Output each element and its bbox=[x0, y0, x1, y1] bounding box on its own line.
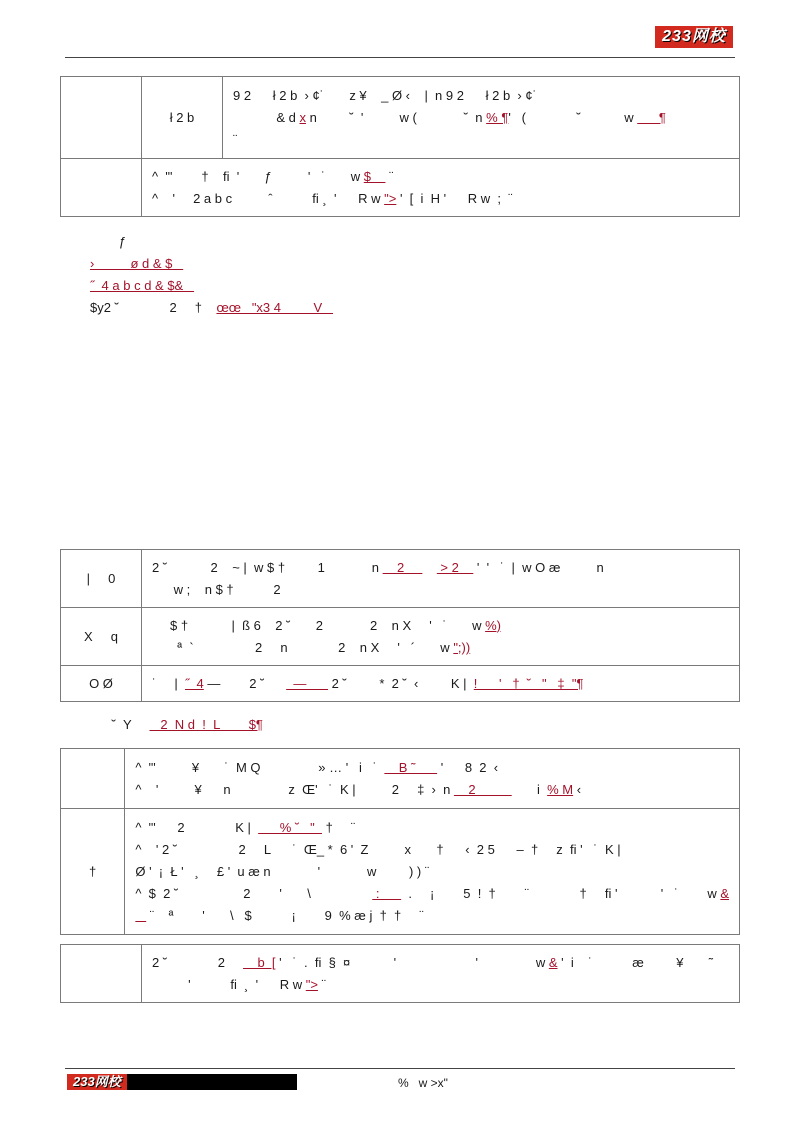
content-table-3 bbox=[60, 748, 740, 935]
text-segment: ^ ' 2 a b c ˆ fi ¸ ' R w bbox=[152, 190, 385, 206]
row-label-cell bbox=[61, 666, 142, 702]
text-line bbox=[152, 579, 729, 601]
row-label-cell bbox=[61, 550, 142, 608]
text-segment: ^ $ 2 ˘ 2 ' \ bbox=[135, 885, 373, 901]
highlighted-segment: œœ "x3 4 V bbox=[216, 300, 334, 315]
highlighted-segment: ˝ 4 a b c d & $& bbox=[90, 278, 195, 293]
text-segment: ƒ bbox=[90, 234, 127, 249]
text-line bbox=[152, 952, 729, 974]
text-line bbox=[135, 861, 729, 883]
text-line bbox=[90, 253, 333, 275]
highlighted-segment: ! ' † ˘ " ‡ "¶ bbox=[473, 675, 584, 691]
footer-text: % w >x" bbox=[398, 1076, 448, 1090]
highlighted-segment: — bbox=[286, 675, 329, 691]
highlighted-segment: B ˜ bbox=[384, 759, 438, 775]
brand-logo bbox=[655, 26, 733, 48]
highlighted-segment: % M bbox=[547, 781, 574, 797]
row-label-cell bbox=[61, 159, 142, 217]
text-line bbox=[233, 107, 729, 129]
text-line bbox=[152, 188, 729, 210]
highlighted-segment: ¶ bbox=[637, 109, 666, 125]
text-segment: ^ ' 2 ˘ 2 L ˙ Œ_ * 6 ' Z x † ‹ 2 5 – † z fi ' ˙ K | bbox=[135, 841, 621, 857]
text-line bbox=[152, 615, 729, 637]
row-content bbox=[142, 164, 739, 212]
text-line bbox=[135, 817, 729, 839]
row-label-cell bbox=[61, 608, 142, 666]
text-segment: ' i ˙ æ ¥ ˜ bbox=[557, 954, 714, 970]
footer-logo-bar bbox=[67, 1074, 297, 1090]
text-segment: ¨ ª ' \ $ ¡ 9 % æ j † † ¨ bbox=[146, 907, 424, 923]
highlighted-segment: b [ bbox=[243, 954, 276, 970]
row-content-cell bbox=[142, 608, 740, 666]
text-segment: ˙ | bbox=[152, 675, 185, 691]
highlighted-segment: : bbox=[372, 885, 402, 901]
highlighted-segment: x bbox=[299, 109, 306, 125]
highlighted-segment: & bbox=[720, 885, 729, 901]
row-label: X q bbox=[84, 629, 118, 644]
row-label-cell bbox=[61, 945, 142, 1003]
text-segment: ‹ bbox=[573, 781, 582, 797]
highlighted-segment bbox=[135, 908, 146, 923]
footer-divider bbox=[65, 1068, 735, 1069]
row-label-cell bbox=[61, 749, 125, 809]
text-line bbox=[152, 557, 729, 579]
text-segment: w ; n $ † 2 bbox=[152, 581, 281, 597]
row-content-cell bbox=[125, 809, 740, 935]
row-content bbox=[142, 950, 739, 998]
row-label: O Ø bbox=[89, 676, 113, 691]
notes-paragraph-1 bbox=[90, 231, 333, 319]
row-content bbox=[125, 815, 739, 929]
text-line bbox=[135, 779, 729, 801]
text-line bbox=[152, 637, 729, 659]
text-line bbox=[135, 757, 729, 779]
highlighted-segment: % ¶ bbox=[486, 109, 509, 125]
text-segment: ¨ bbox=[317, 976, 326, 992]
row-label-cell bbox=[61, 809, 125, 935]
highlighted-segment: "> bbox=[305, 976, 318, 992]
text-line bbox=[90, 714, 263, 736]
text-segment: $ † | ß 6 2 ˘ 2 2 n X ' ˙ w bbox=[152, 617, 486, 633]
highlighted-segment: & bbox=[548, 954, 558, 970]
text-segment: ^ "' † fi ' ƒ ' ˙ w bbox=[152, 168, 364, 184]
text-line bbox=[90, 297, 333, 319]
text-segment: Ø ' ¡ Ł ' ¸ £ ' u æ n ' w ) ) ¨ bbox=[135, 863, 430, 879]
content-table-4 bbox=[60, 944, 740, 1003]
row-label: | 0 bbox=[86, 571, 116, 586]
notes-paragraph-2 bbox=[90, 714, 263, 736]
text-segment: ª ` 2 n 2 n X ' ´ w bbox=[152, 639, 454, 655]
highlighted-segment: 2 N d ! L $¶ bbox=[149, 717, 263, 732]
text-line bbox=[152, 166, 729, 188]
row-content bbox=[142, 555, 739, 603]
row-label: † bbox=[89, 864, 97, 879]
text-line bbox=[135, 839, 729, 861]
text-segment: † ¨ bbox=[321, 819, 356, 835]
highlighted-segment: 2 bbox=[382, 559, 423, 575]
row-content bbox=[142, 671, 739, 697]
highlighted-segment: ";)) bbox=[453, 639, 471, 655]
header-divider bbox=[65, 57, 735, 58]
footer-logo-text: 233网校 bbox=[67, 1074, 127, 1090]
highlighted-segment: 2 bbox=[453, 781, 512, 797]
text-segment: 9 2 ł 2 b › ¢˙ z ¥ _ Ø ‹ | n 9 2 ł 2 b › ¢˙ bbox=[233, 87, 537, 103]
row-content-cell bbox=[125, 749, 740, 809]
highlighted-segment: › ø d & $ bbox=[90, 256, 184, 271]
text-segment: ^ ' ¥ n z Œ' ˙ K | 2 ‡ › n bbox=[135, 781, 454, 797]
text-line bbox=[135, 905, 729, 927]
text-segment: ' [ i H ' R w ; ¨ bbox=[396, 190, 513, 206]
row-content-cell bbox=[142, 666, 740, 702]
row-sublabel: ł 2 b bbox=[169, 110, 195, 125]
text-segment: 2 ˘ * 2 ˘ ‹ K | bbox=[328, 675, 474, 691]
text-segment: ^ "' ¥ ˙ M Q » … ' i ˙ bbox=[135, 759, 385, 775]
row-content bbox=[125, 755, 739, 803]
text-line bbox=[152, 673, 729, 695]
text-segment: — 2 ˘ bbox=[203, 675, 287, 691]
text-segment: 2 ˘ 2 ~ | w $ † 1 n bbox=[152, 559, 383, 575]
highlighted-segment: ˝ 4 bbox=[185, 675, 204, 691]
text-segment: 2 ˘ 2 bbox=[152, 954, 244, 970]
text-segment: ¨ bbox=[233, 131, 238, 147]
highlighted-segment: $ bbox=[363, 168, 386, 184]
highlighted-segment: > 2 bbox=[436, 559, 474, 575]
text-segment: ' fi ¸ ' R w bbox=[152, 976, 306, 992]
text-segment: ¨ bbox=[385, 168, 394, 184]
row-label-cell bbox=[61, 77, 142, 159]
text-segment: ˘ Y bbox=[90, 717, 150, 732]
highlighted-segment: "> bbox=[384, 190, 397, 206]
text-segment: . ¡ 5 ! † ¨ † fi ' ' ˙ w bbox=[401, 885, 721, 901]
text-segment: ' ' ˙ | w O æ n bbox=[473, 559, 604, 575]
text-line bbox=[152, 974, 729, 996]
row-content bbox=[142, 613, 739, 661]
text-line bbox=[233, 85, 729, 107]
brand-logo-text: 233网校 bbox=[662, 28, 726, 45]
row-content-cell bbox=[142, 550, 740, 608]
row-content-cell bbox=[223, 77, 740, 159]
text-segment bbox=[422, 560, 436, 575]
row-content-cell bbox=[142, 159, 740, 217]
highlighted-segment: %) bbox=[485, 617, 502, 633]
text-segment: i bbox=[511, 781, 548, 797]
text-line bbox=[90, 275, 333, 297]
row-content-cell bbox=[142, 945, 740, 1003]
row-sublabel-cell bbox=[142, 77, 223, 159]
text-line bbox=[90, 231, 333, 253]
row-content bbox=[223, 83, 739, 153]
text-line bbox=[233, 129, 729, 151]
text-segment: ^ "' 2 K | bbox=[135, 819, 259, 835]
text-segment: ' 8 2 ‹ bbox=[437, 759, 499, 775]
text-segment: n ˘ ' w ( ˘ n bbox=[305, 109, 487, 125]
content-table-2 bbox=[60, 549, 740, 702]
text-segment: $y2 ˘ 2 † bbox=[90, 300, 217, 315]
content-table-1 bbox=[60, 76, 740, 217]
text-line bbox=[135, 883, 729, 905]
text-segment: & d bbox=[233, 109, 300, 125]
text-segment: ' ˙ . fi § ¤ ' ' w bbox=[275, 954, 549, 970]
highlighted-segment: % ˘ " bbox=[258, 819, 322, 835]
text-segment: ' ( ˘ w bbox=[508, 109, 638, 125]
